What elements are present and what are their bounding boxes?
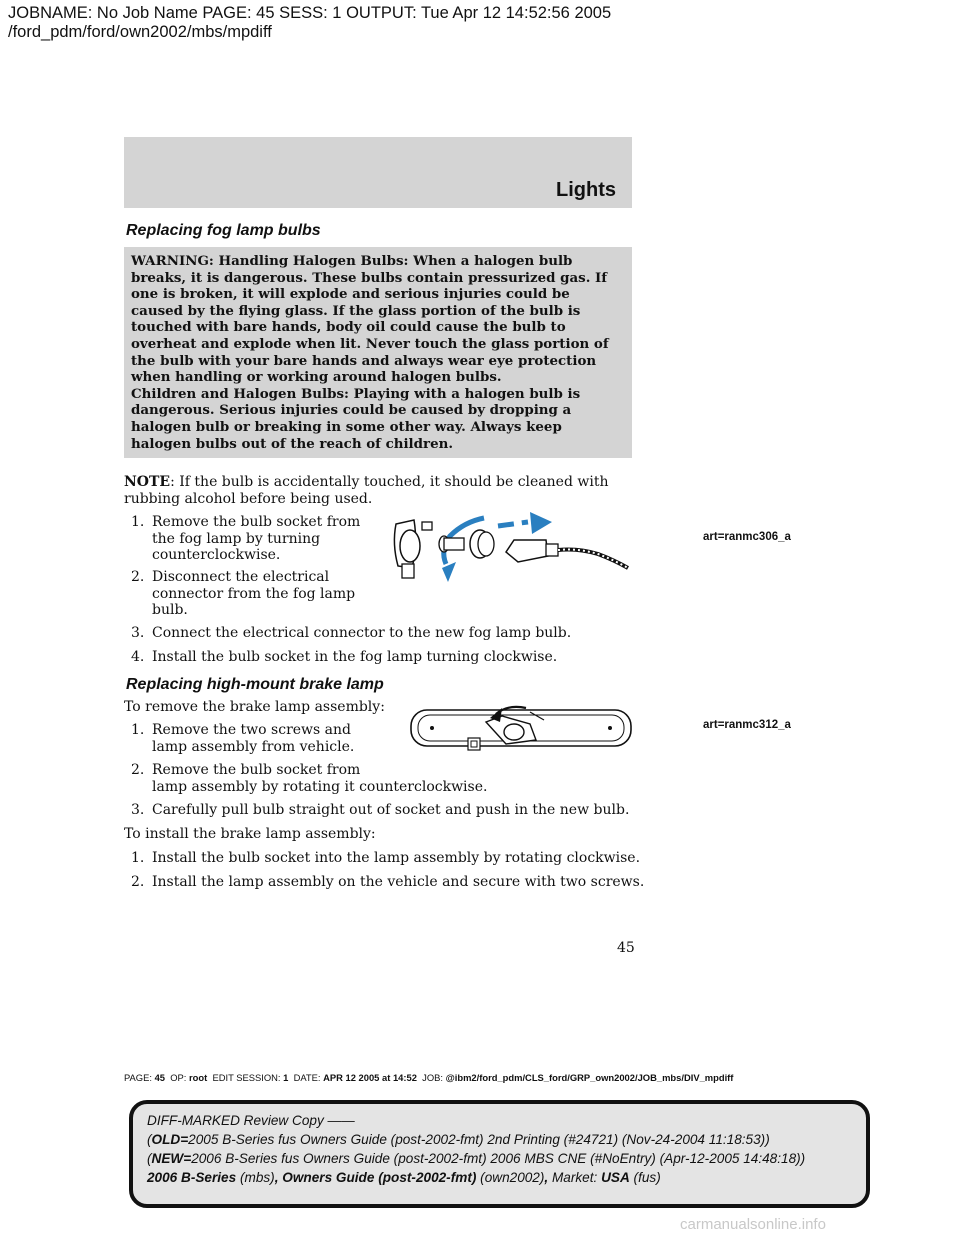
brake-heading: Replacing high-mount brake lamp	[126, 676, 384, 693]
note-line1: : If the bulb is accidentally touched, it should be cleaned with	[170, 474, 609, 490]
note-label: NOTE	[124, 474, 171, 490]
brake-install-step-1: 1. Install the bulb socket into the lamp assembly by rotating clockwise.	[131, 850, 641, 866]
brake-remove-step-1: 1. Remove the two screws and lamp assembly from vehicle.	[131, 722, 355, 755]
warning-line: caused by the flying glass. If the glass portion of the bulb is	[131, 302, 581, 319]
brake-install-step-2: 2. Install the lamp assembly on the vehicle and secure with two screws.	[131, 874, 645, 890]
brake-lamp-illustration	[408, 700, 636, 762]
review-new-line: (NEW=2006 B-Series fus Owners Guide (post-2002-fmt) 2006 MBS CNE (#NoEntry) (Apr-12-2005 14:48:18))	[147, 1151, 806, 1166]
warning-line: dangerous. Serious injuries could be caused by dropping a	[131, 402, 572, 419]
fog-art-ref: art=ranmc306_a	[703, 531, 791, 543]
note-line2: rubbing alcohol before being used.	[124, 490, 373, 507]
review-old-line: (OLD=2005 B-Series fus Owners Guide (post-2002-fmt) 2nd Printing (#24721) (Nov-24-2004 11:18:53))	[147, 1132, 770, 1147]
fog-step-1: 1. Remove the bulb socket from the fog lamp by turning counterclockwise.	[131, 514, 361, 564]
warning-box	[124, 247, 632, 458]
page-number: 45	[617, 940, 635, 956]
job-header	[8, 4, 611, 42]
brake-install-intro: To install the brake lamp assembly:	[124, 826, 376, 842]
review-text	[147, 1111, 805, 1187]
watermark: carmanualsonline.info	[680, 1216, 826, 1233]
job-header-line2: /ford_pdm/ford/own2002/mbs/mpdiff	[8, 23, 272, 41]
job-header-line1: JOBNAME: No Job Name PAGE: 45 SESS: 1 OUTPUT: Tue Apr 12 14:52:56 2005	[8, 4, 612, 22]
fog-lamp-illustration	[388, 504, 638, 586]
brake-remove-intro: To remove the brake lamp assembly:	[124, 699, 385, 715]
warning-text	[131, 253, 626, 452]
warning-line: the bulb with your bare hands and always wear eye protection	[131, 352, 597, 369]
section-title: Lights	[556, 179, 616, 201]
brake-remove-step-3: 3. Carefully pull bulb straight out of socket and push in the new bulb.	[131, 802, 630, 818]
fog-heading: Replacing fog lamp bulbs	[126, 222, 321, 239]
note	[124, 474, 608, 507]
review-line1: DIFF-MARKED Review Copy ——	[147, 1113, 355, 1128]
warning-line: overheat and explode when lit. Never touch the glass portion of	[131, 335, 609, 352]
brake-remove-step-2: 2. Remove the bulb socket from lamp assembly by rotating it counterclockwise.	[131, 762, 488, 795]
warning-line: when handling or working around halogen bulbs.	[131, 369, 502, 386]
warning-line: halogen bulbs out of the reach of children.	[131, 435, 453, 452]
brake-art-ref: art=ranmc312_a	[703, 719, 791, 731]
warning-line: breaks, it is dangerous. These bulbs contain pressurized gas. If	[131, 269, 608, 286]
page-info-bar: PAGE: 45 OP: root EDIT SESSION: 1 DATE: APR 12 2005 at 14:52 JOB: @ibm2/ford_pdm/CLS_ford/GRP_own2002/JOB_mbs/DIV_mpdiff	[124, 1072, 734, 1083]
section-header	[124, 137, 632, 208]
fog-step-3: 3. Connect the electrical connector to the new fog lamp bulb.	[131, 625, 572, 641]
fog-step-4: 4. Install the bulb socket in the fog lamp turning clockwise.	[131, 649, 558, 665]
review-copy-box	[129, 1100, 870, 1208]
warning-line: WARNING: Handling Halogen Bulbs: When a halogen bulb	[131, 253, 573, 269]
warning-line: halogen bulb or breaking in some other way. Always keep	[131, 418, 562, 435]
warning-line: one is broken, it will explode and serious injuries could be	[131, 286, 570, 303]
warning-line: Children and Halogen Bulbs: Playing with a halogen bulb is	[131, 385, 581, 402]
warning-line: touched with bare hands, body oil could cause the bulb to	[131, 319, 566, 336]
review-model-line: 2006 B-Series (mbs), Owners Guide (post-2002-fmt) (own2002), Market: USA (fus)	[147, 1170, 661, 1185]
fog-step-2: 2. Disconnect the electrical connector from the fog lamp bulb.	[131, 569, 356, 619]
